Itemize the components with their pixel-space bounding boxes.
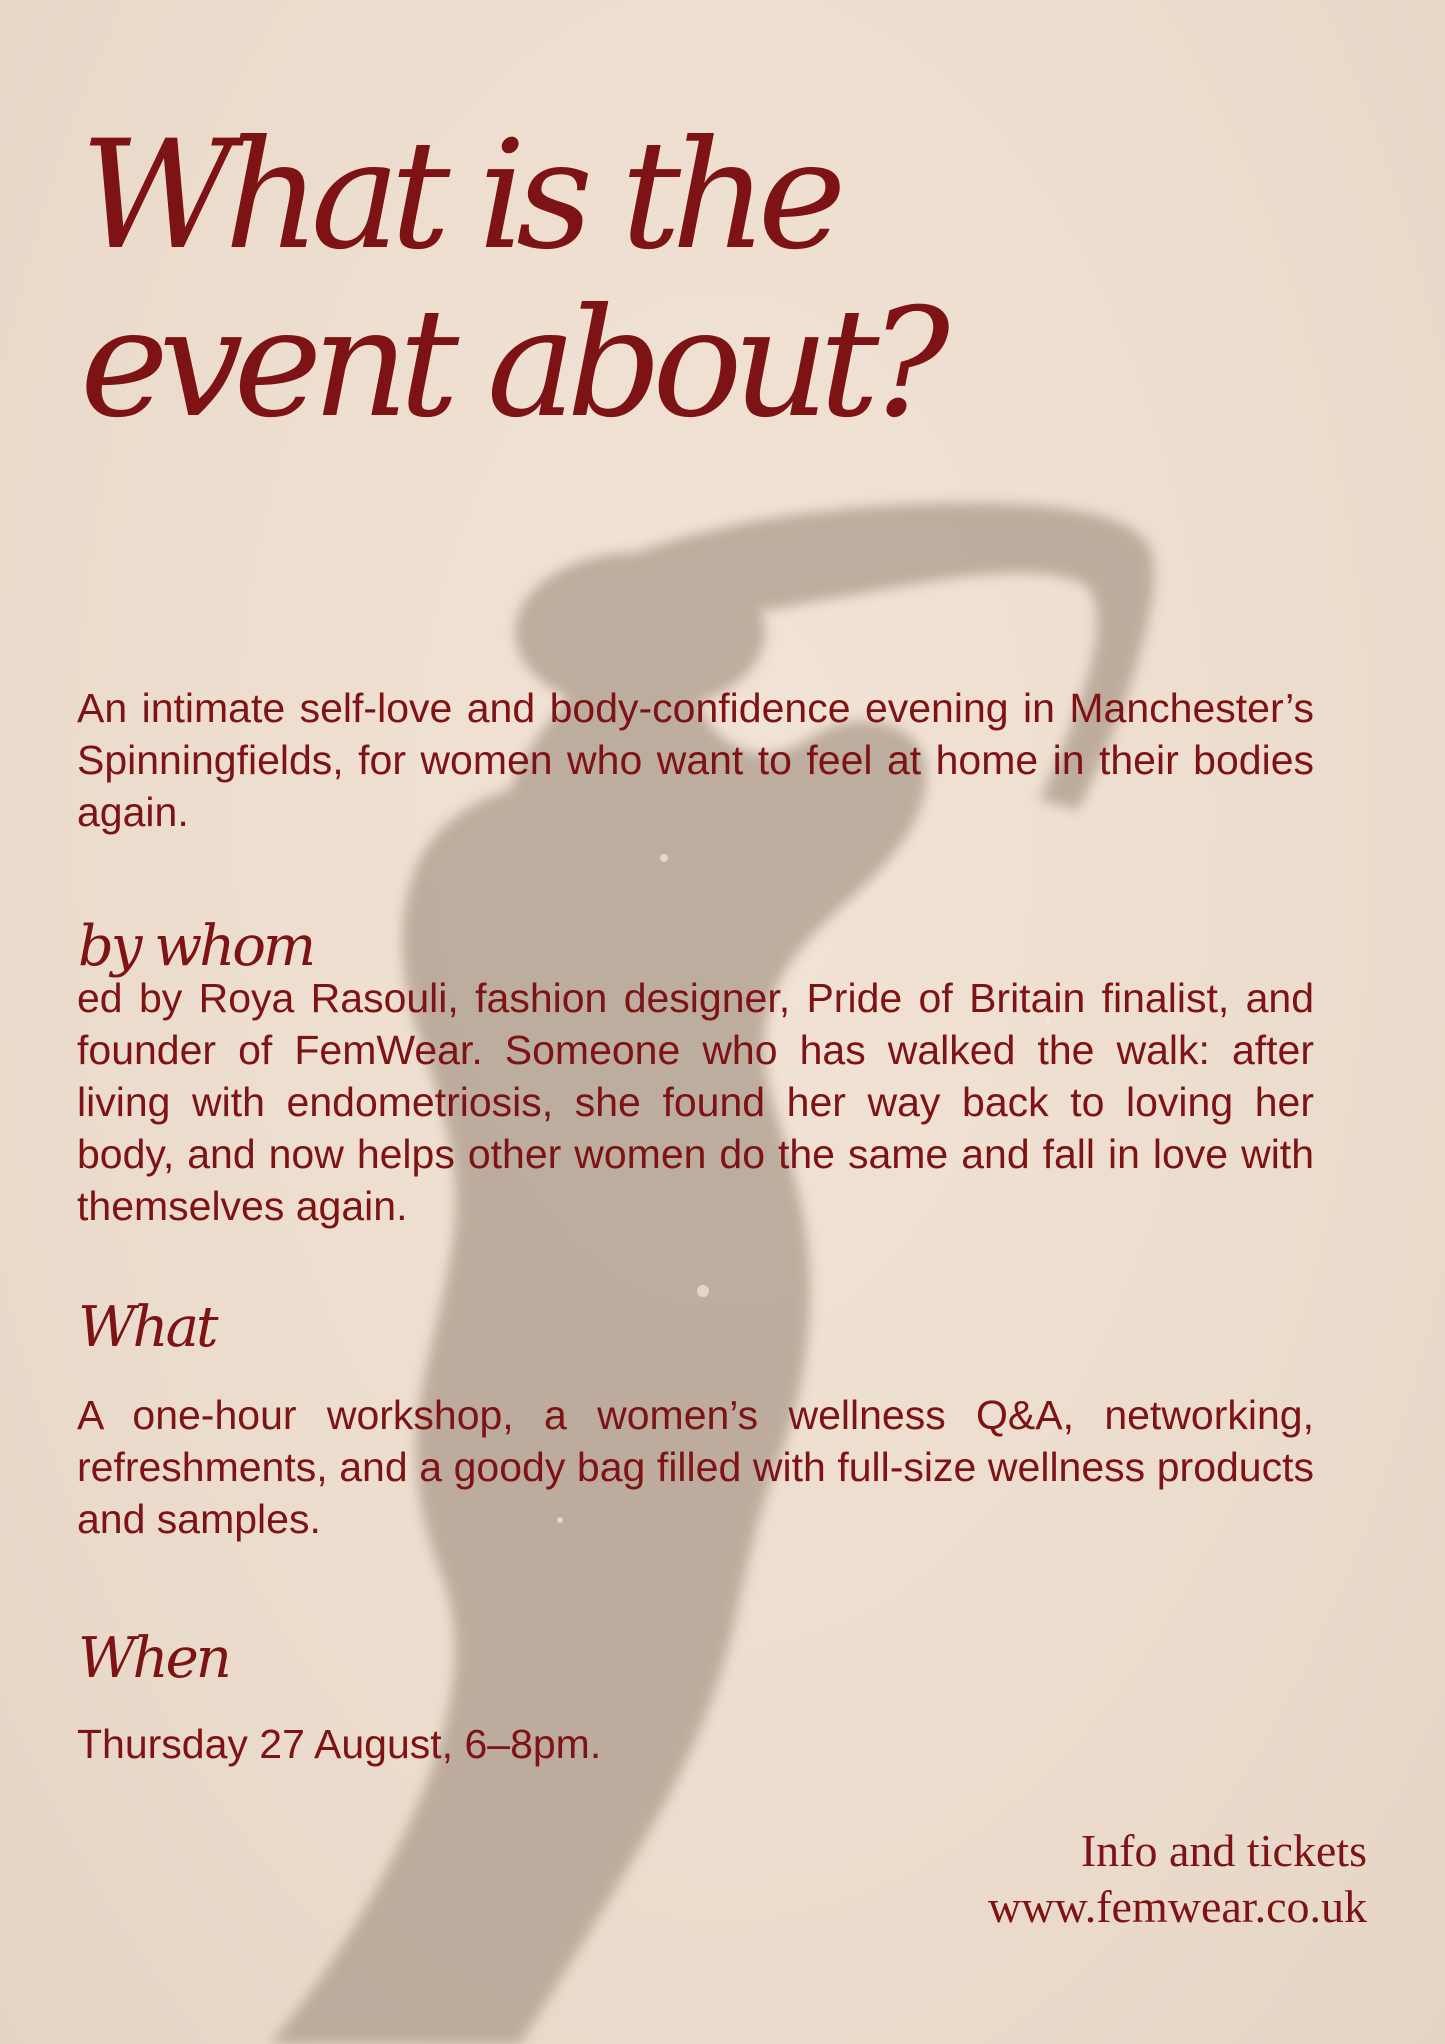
website-link[interactable]: www.femwear.co.uk	[988, 1881, 1367, 1932]
headline	[80, 109, 1280, 451]
by-whom-paragraph: ed by Roya Rasouli, fashion designer, Pride of Britain finalist, and founder of FemWear. Someone who has walked the walk: after living with endometriosis, she found her way back to loving her body, and now helps other women do the same and fall in love with themselves again.	[77, 975, 1314, 1229]
headline-line-2: event about?	[80, 277, 940, 451]
when-paragraph: Thursday 27 August, 6–8pm.	[77, 1721, 602, 1767]
footer-info	[988, 1823, 1367, 1935]
intro-paragraph: An intimate self-love and body-confidence evening in Manchester’s Spinningfields, for women who want to feel at home in their bodies again.	[77, 685, 1314, 835]
headline-line-1: What is the	[80, 109, 837, 283]
when-heading: When	[78, 1626, 229, 1691]
what-paragraph: A one-hour workshop, a women’s wellness Q&A, networking, refreshments, and a goody bag filled with full-size wellness products and samples.	[77, 1392, 1314, 1542]
what-heading: What	[78, 1295, 216, 1360]
info-tickets-label: Info and tickets	[1080, 1825, 1367, 1876]
by-whom-heading: by whom	[78, 914, 314, 979]
